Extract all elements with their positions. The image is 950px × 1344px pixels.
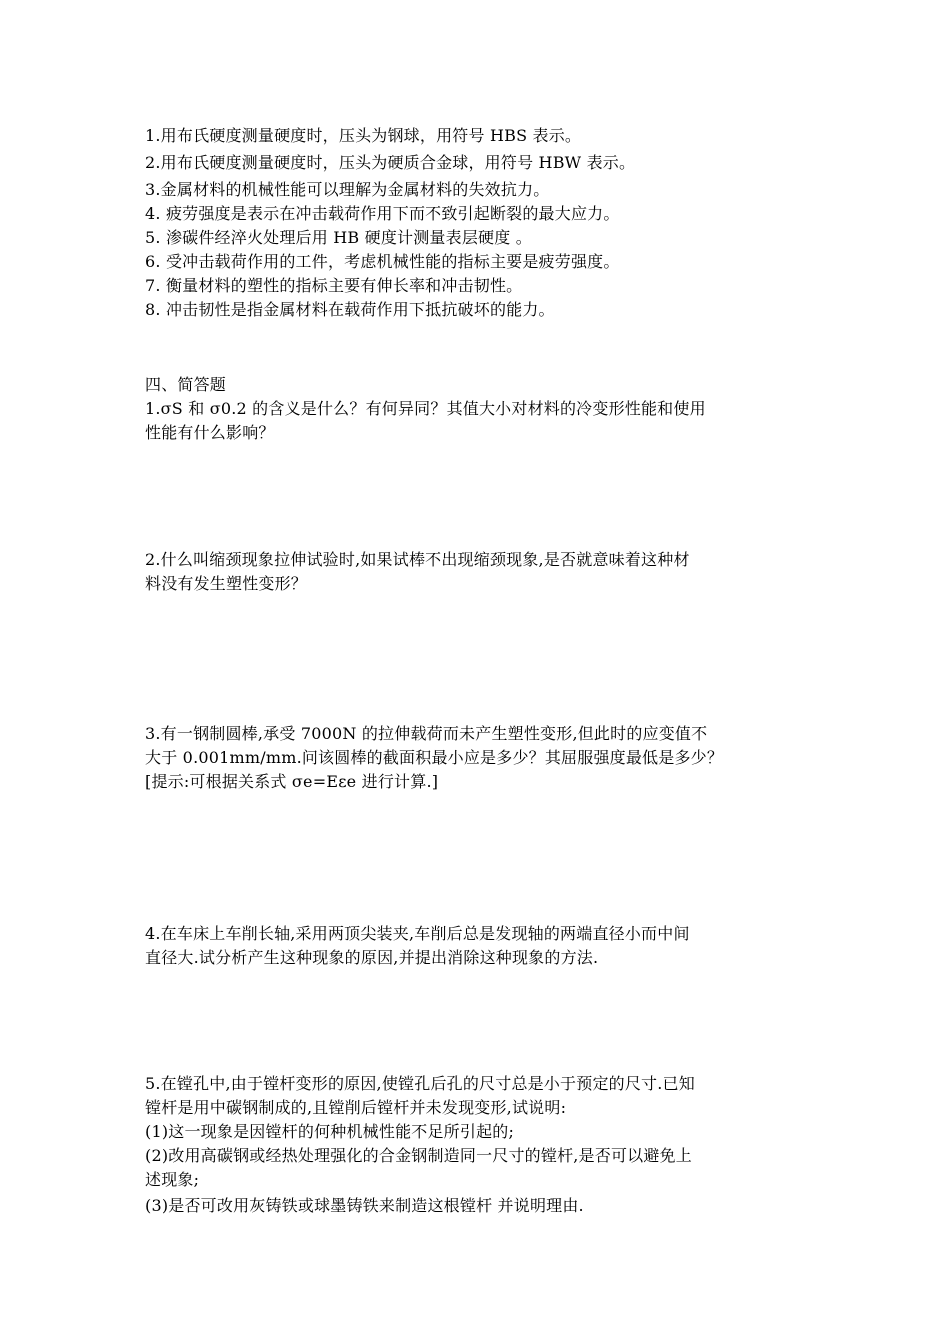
question-1-line-2: 性能有什么影响？ (145, 423, 275, 442)
question-3-line-3: [提示:可根据关系式 σe=Eεe 进行计算.] (145, 772, 439, 791)
question-5-line-6: (3)是否可改用灰铸铁或球墨铸铁来制造这根镗杆 并说明理由. (145, 1196, 584, 1215)
question-5-line-5: 述现象; (145, 1170, 200, 1189)
judgement-item-3: 3.金属材料的机械性能可以理解为金属材料的失效抗力。 (145, 180, 550, 199)
question-4-line-2: 直径大.试分析产生这种现象的原因,并提出消除这种现象的方法. (145, 948, 599, 967)
judgement-item-8: 8. 冲击韧性是指金属材料在载荷作用下抵抗破坏的能力。 (145, 300, 555, 319)
judgement-item-7: 7. 衡量材料的塑性的指标主要有伸长率和冲击韧性。 (145, 276, 523, 295)
question-5-line-2: 镗杆是用中碳钢制成的,且镗削后镗杆并未发现变形,试说明: (145, 1098, 567, 1117)
section-title: 四、简答题 (145, 375, 227, 394)
judgement-item-6: 6. 受冲击载荷作用的工件，考虑机械性能的指标主要是疲劳强度。 (145, 252, 620, 271)
question-5-line-3: (1)这一现象是因镗杆的何种机械性能不足所引起的; (145, 1122, 515, 1141)
judgement-item-2: 2.用布氏硬度测量硬度时，压头为硬质合金球，用符号 HBW 表示。 (145, 153, 636, 172)
question-3-line-2: 大于 0.001mm/mm.问该圆棒的截面积最小应是多少？其屈服强度最低是多少？ (145, 748, 724, 767)
question-3-line-1: 3.有一钢制圆棒,承受 7000N 的拉伸载荷而未产生塑性变形,但此时的应变值不 (145, 724, 708, 743)
question-1-line-1: 1.σS 和 σ0.2 的含义是什么？有何异同？其值大小对材料的冷变形性能和使用 (145, 399, 706, 418)
judgement-item-4: 4. 疲劳强度是表示在冲击载荷作用下而不致引起断裂的最大应力。 (145, 204, 620, 223)
question-5-line-1: 5.在镗孔中,由于镗杆变形的原因,使镗孔后孔的尺寸总是小于预定的尺寸.已知 (145, 1074, 695, 1093)
question-2-line-1: 2.什么叫缩颈现象拉伸试验时,如果试棒不出现缩颈现象,是否就意味着这种材 (145, 550, 690, 569)
judgement-item-1: 1.用布氏硬度测量硬度时，压头为钢球，用符号 HBS 表示。 (145, 126, 582, 145)
judgement-item-5: 5. 渗碳件经淬火处理后用 HB 硬度计测量表层硬度 。 (145, 228, 532, 247)
question-5-line-4: (2)改用高碳钢或经热处理强化的合金钢制造同一尺寸的镗杆,是否可以避免上 (145, 1146, 692, 1165)
question-2-line-2: 料没有发生塑性变形？ (145, 574, 308, 593)
question-4-line-1: 4.在车床上车削长轴,采用两顶尖装夹,车削后总是发现轴的两端直径小而中间 (145, 924, 690, 943)
